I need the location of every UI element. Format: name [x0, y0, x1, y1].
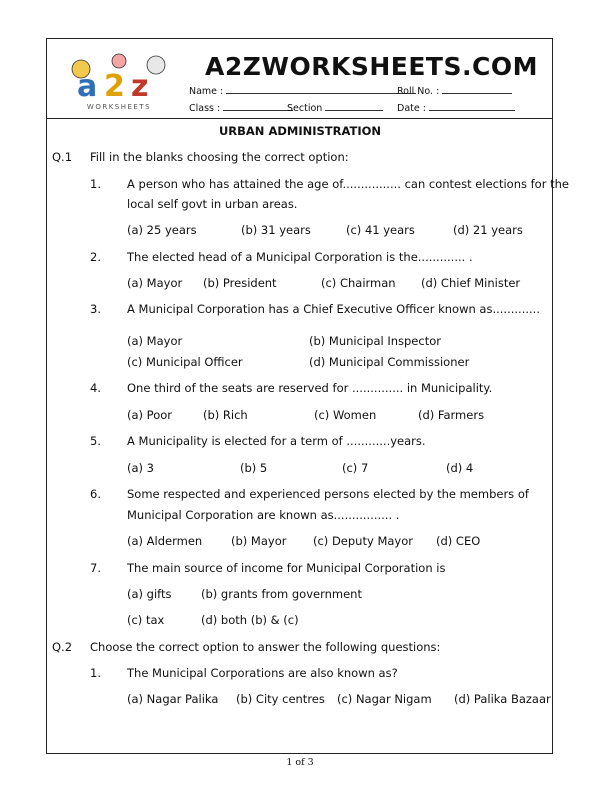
q1-item6-option-c: (c) Deputy Mayor [313, 534, 413, 548]
class-label: Class : [189, 103, 221, 114]
page-number: 1 of 3 [286, 757, 314, 768]
q1-item7-option-d: (d) both (b) & (c) [201, 613, 299, 627]
roll-label: Roll No. : [397, 86, 440, 97]
a2z-logo [59, 51, 179, 113]
q1-item4-option-a: (a) Poor [127, 408, 173, 422]
q1-item1-number: 1. [90, 177, 101, 191]
name-line [226, 84, 416, 94]
q1-item7-number: 7. [90, 561, 101, 575]
q1-item3-number: 3. [90, 302, 101, 316]
section-line [325, 101, 383, 111]
q1-number: Q.1 [52, 150, 73, 164]
date-field [397, 101, 515, 114]
q1-item5-option-d: (d) 4 [446, 461, 474, 475]
q2-item1-option-d: (d) Palika Bazaar [454, 692, 551, 706]
q1-item2-option-c: (c) Chairman [321, 276, 396, 290]
q1-item4-option-c: (c) Women [314, 408, 377, 422]
q1-item3-line1: A Municipal Corporation has a Chief Executive Officer known as............. [127, 302, 540, 316]
class-line [223, 101, 293, 111]
q1-item1-line1: A person who has attained the age of................ can contest elections for the [127, 177, 569, 191]
q1-item6-option-a: (a) Aldermen [127, 534, 203, 548]
q1-item3-option-b: (b) Municipal Inspector [309, 334, 441, 348]
logo-tagline: WORKSHEETS [86, 103, 152, 111]
q1-item4-number: 4. [90, 381, 101, 395]
q1-item1-line2: local self govt in urban areas. [127, 197, 298, 211]
q1-item2-option-a: (a) Mayor [127, 276, 183, 290]
q1-item6-line2: Municipal Corporation are known as................ . [127, 508, 400, 522]
date-label: Date : [397, 103, 426, 114]
q1-prompt: Fill in the blanks choosing the correct option: [90, 150, 349, 164]
q2-number: Q.2 [52, 640, 73, 654]
site-title: A2ZWORKSHEETS.COM [205, 52, 538, 81]
q1-item1-option-a: (a) 25 years [127, 223, 197, 237]
name-field [189, 84, 416, 97]
q1-item6-line1: Some respected and experienced persons elected by the members of [127, 487, 529, 501]
q1-item7-option-a: (a) gifts [127, 587, 172, 601]
q1-item5-option-a: (a) 3 [127, 461, 154, 475]
q1-item3-option-d: (d) Municipal Commissioner [309, 355, 470, 369]
class-field [189, 101, 293, 114]
section-label: Section [287, 103, 323, 114]
q1-item5-number: 5. [90, 434, 101, 448]
q1-item6-option-b: (b) Mayor [231, 534, 287, 548]
worksheet-title: URBAN ADMINISTRATION [218, 124, 382, 138]
q2-item1-number: 1. [90, 666, 101, 680]
q2-item1-option-c: (c) Nagar Nigam [337, 692, 432, 706]
q1-item1-option-c: (c) 41 years [346, 223, 415, 237]
q1-item7-option-c: (c) tax [127, 613, 165, 627]
q1-item1-option-b: (b) 31 years [241, 223, 311, 237]
section-field [287, 101, 383, 114]
svg-text:a: a [77, 69, 98, 104]
roll-line [442, 84, 512, 94]
q1-item2-line1: The elected head of a Municipal Corporation is the............. . [127, 250, 473, 264]
q1-item3-option-a: (a) Mayor [127, 334, 183, 348]
q1-item3-option-c: (c) Municipal Officer [127, 355, 243, 369]
svg-text:2: 2 [104, 69, 125, 104]
date-line [429, 101, 515, 111]
q1-item6-number: 6. [90, 487, 101, 501]
q2-item1-line1: The Municipal Corporations are also known as? [127, 666, 398, 680]
q1-item4-option-b: (b) Rich [203, 408, 248, 422]
q1-item2-option-d: (d) Chief Minister [421, 276, 521, 290]
q1-item2-number: 2. [90, 250, 101, 264]
q2-item1-option-a: (a) Nagar Palika [127, 692, 219, 706]
q1-item7-option-b: (b) grants from government [201, 587, 362, 601]
roll-field [397, 84, 512, 97]
q1-item5-line1: A Municipality is elected for a term of ............years. [127, 434, 426, 448]
q1-item4-line1: One third of the seats are reserved for .............. in Municipality. [127, 381, 493, 395]
header-divider [47, 118, 552, 119]
q1-item4-option-d: (d) Farmers [418, 408, 485, 422]
q1-item6-option-d: (d) CEO [436, 534, 481, 548]
q1-item7-line1: The main source of income for Municipal Corporation is [127, 561, 446, 575]
q1-item5-option-b: (b) 5 [240, 461, 268, 475]
q1-item5-option-c: (c) 7 [342, 461, 369, 475]
q2-item1-option-b: (b) City centres [236, 692, 325, 706]
q2-prompt: Choose the correct option to answer the following questions: [90, 640, 441, 654]
name-label: Name : [189, 86, 224, 97]
q1-item2-option-b: (b) President [203, 276, 277, 290]
svg-text:z: z [131, 69, 149, 104]
q1-item1-option-d: (d) 21 years [453, 223, 523, 237]
